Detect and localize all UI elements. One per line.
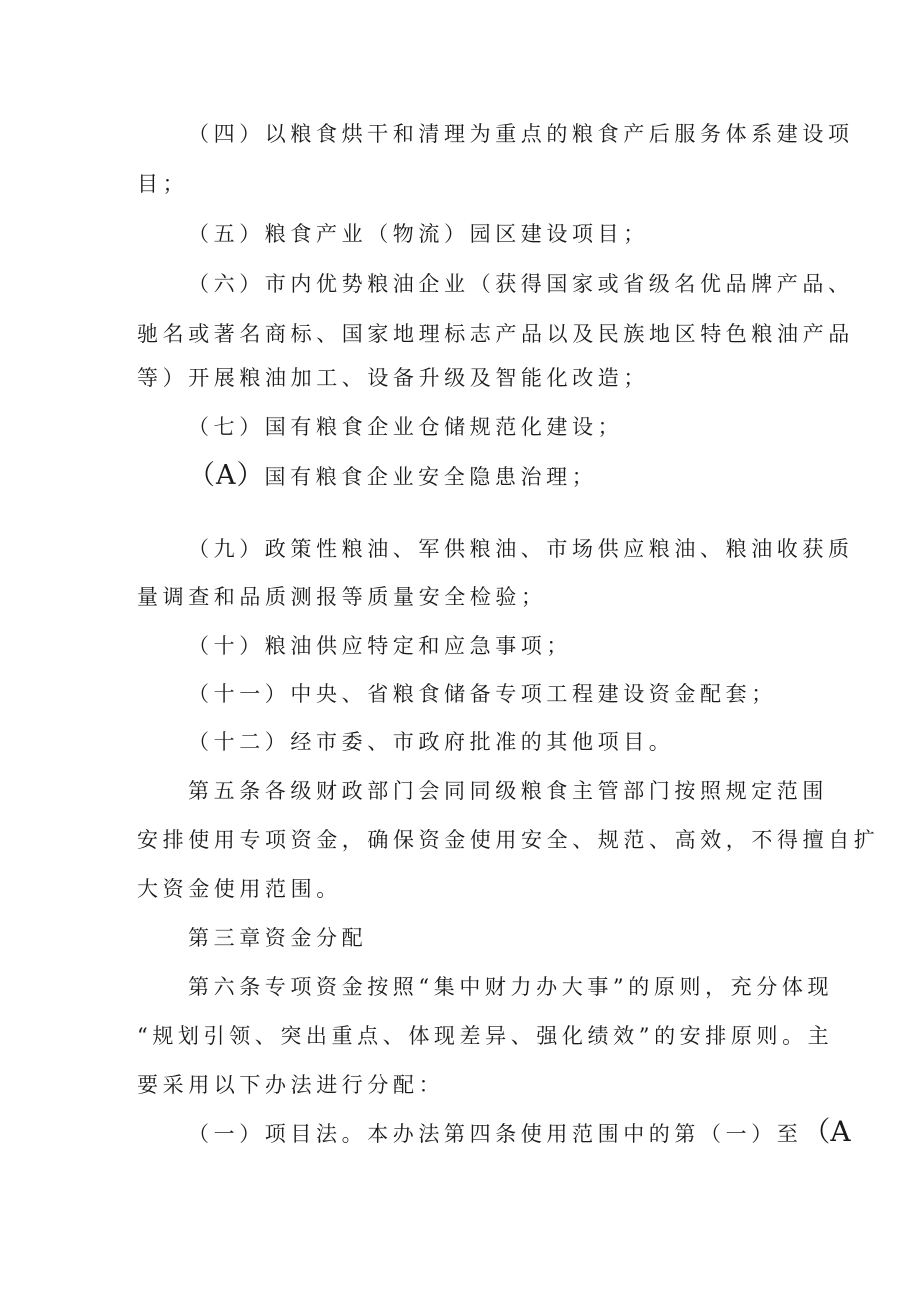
article-6-line-1: 第六条专项资金按照“集中财力办大事”的原则，充分体现 [188,975,834,999]
paragraph-item-10: （十）粮油供应特定和应急事项； [188,634,572,658]
paragraph-item-9-line-1: （九）政策性粮油、军供粮油、市场供应粮油、粮油收获质 [188,537,854,561]
item-1-tail: （A [802,1115,851,1148]
item-8-marker: （A） [188,460,265,491]
item-1-project-method [188,1115,851,1148]
paragraph-item-6-line-1: （六）市内优势粮油企业（获得国家或省级名优品牌产品、 [188,272,854,296]
item-8-text: 国有粮食企业安全隐患治理； [264,465,598,489]
paragraph-item-11: （十一）中央、省粮食储备专项工程建设资金配套； [188,682,777,706]
paragraph-item-12: （十二）经市委、市政府批准的其他项目。 [188,730,675,754]
paragraph-item-6-line-3: 等）开展粮油加工、设备升级及智能化改造； [137,366,649,390]
paragraph-item-8 [188,462,597,491]
item-1-text: （一）项目法。本办法第四条使用范围中的第（一）至 [188,1122,803,1146]
article-5-line-3: 大资金使用范围。 [137,877,342,901]
paragraph-item-9-line-2: 量调查和品质测报等质量安全检验； [137,585,547,609]
chapter-3-heading: 第三章资金分配 [188,926,368,950]
article-6-line-2: “规划引领、突出重点、体现差异、强化绩效”的安排原则。主 [137,1024,834,1048]
article-5-line-1: 第五条各级财政部门会同同级粮食主管部门按照规定范围 [188,779,828,803]
paragraph-item-7: （七）国有粮食企业仓储规范化建设； [188,415,624,439]
paragraph-item-4-line-1: （四）以粮食烘干和清理为重点的粮食产后服务体系建设项 [188,122,854,146]
article-6-line-3: 要采用以下办法进行分配： [137,1073,445,1097]
paragraph-item-4-line-2: 目； [137,172,189,196]
article-5-line-2: 安排使用专项资金，确保资金使用安全、规范、高效，不得擅自扩 [137,828,880,852]
paragraph-item-5: （五）粮食产业（物流）园区建设项目； [188,222,649,246]
paragraph-item-6-line-2: 驰名或著名商标、国家地理标志产品以及民族地区特色粮油产品 [137,322,854,346]
